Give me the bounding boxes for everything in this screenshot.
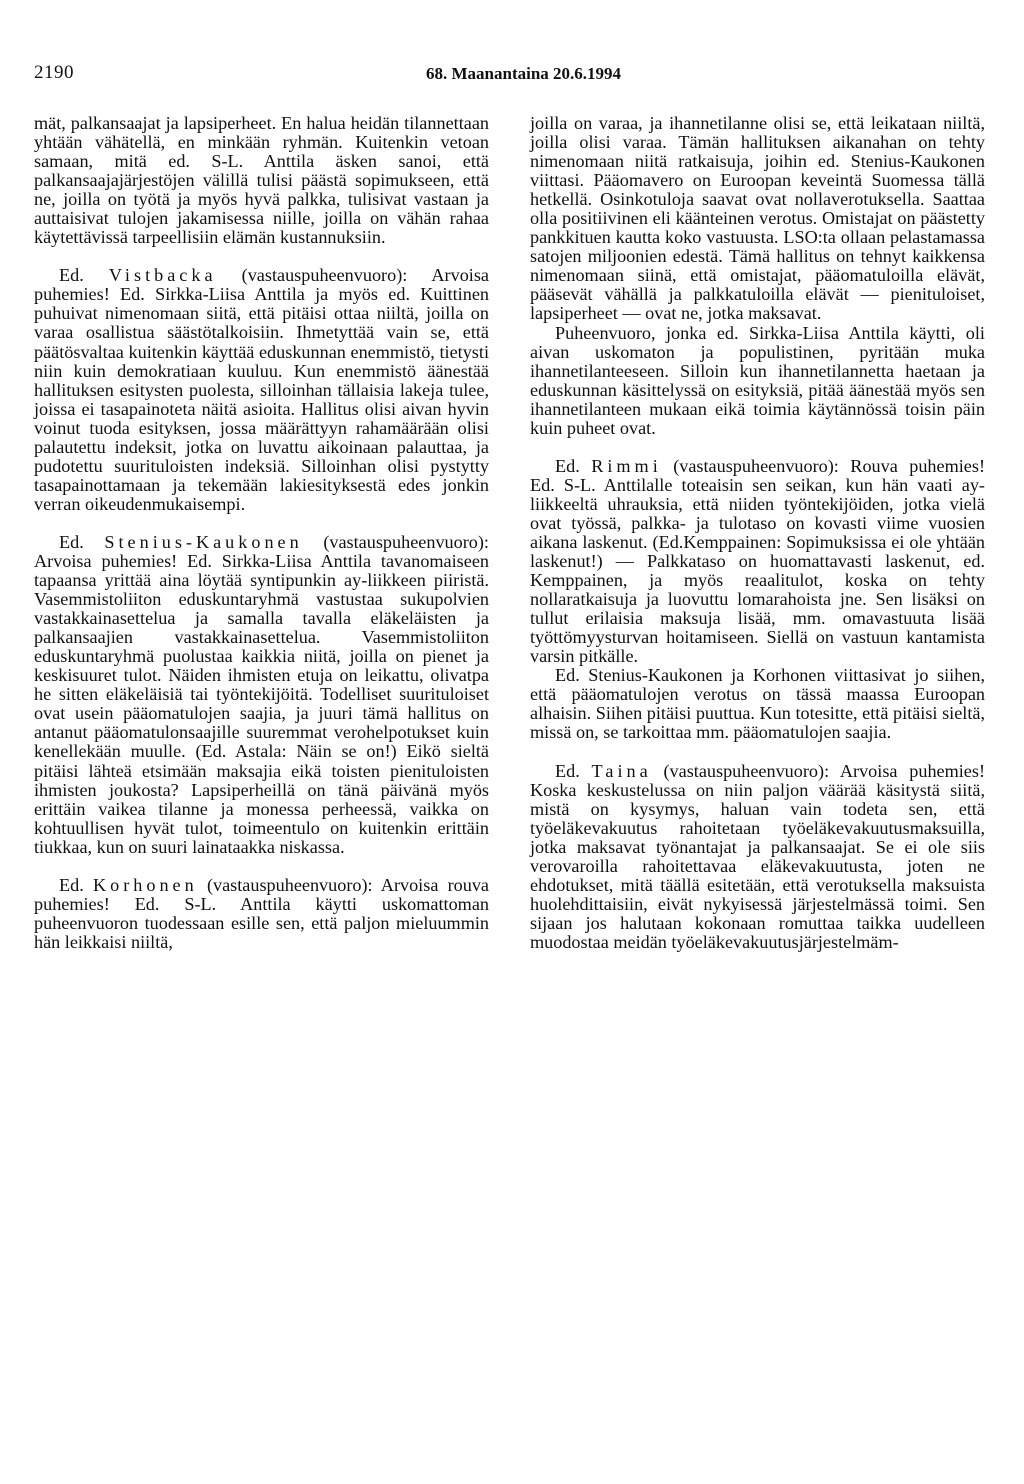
paragraph: mät, palkansaajat ja lapsiperheet. En halua heidän tilannettaan yhtään vähätellä, en minkään ryhmän. Kuitenkin vetoan samaan, mitä ed. S-L. Anttila äsken sanoi, että palkansaajajärjestöjen välillä tulisi päästä sopimukseen, että ne, joilla on työtä ja myös hyvä palkka, tulisivat vastaan ja auttaisivat tulojen jakamisessa niille, joilla on vähän rahaa käytettävissä tarpeellisiin elämän kustannuksiin.: [34, 113, 489, 248]
speech-text: (vastauspuheenvuoro): Arvoisa puhemies! Ed. Sirkka-Liisa Anttila tavanomaiseen tapaansa yrittää aina löytää syntipunkin ay-liikkeen piiristä. Vasemmistoliiton eduskuntaryhmä vastustaa sukupolvien vastakkainasettelua ja samalla tavalla eläkeläisten ja palkansaajien vastakkainasettelua. Vasemmistoliiton eduskuntaryhmä puolustaa kaikkia niitä, joilla on pienet ja keskisuuret tulot. Näiden ihmisten etuja on leikattu, olivatpa he sitten eläkeläisiä tai työntekijöitä. Todelliset suurituloiset ovat usein pääomatulojen saajia, ja juuri tämä hallitus on antanut pääomatulonsaajille suuremmat verohelpotukset kuin kenellekään muulle. (Ed. Astala: Näin se on!) Eikö sieltä pitäisi lähteä etsimään maksajia eikä toisten pienituloisten ihmisten joukosta? Lapsiperheillä on tänä päivänä myös erittäin vaikea tilanne ja monessa perheessä, vaikka on kohtuullisen hyvät tulot, toimeentulo on kuitenkin erittäin tiukkaa, kun on suuri lainataakka niskassa.: [34, 531, 489, 857]
paragraph: joilla on varaa, ja ihannetilanne olisi se, että leikataan niiltä, joilla olisi varaa. Tämän hallituksen aikanahan on tehty nimenomaan niitä ratkaisuja, joihin ed. Stenius-Kaukonen viittasi. Pääomavero on Euroopan keveintä Suomessa tällä hetkellä. Osinkotuloja saavat ovat nollaverotuksella. Saattaa olla positiivinen eli käänteinen verotus. Omistajat on päästetty pankkituen kautta koko vastuusta. LSO:ta ollaan pelastamassa satojen miljoonien edestä. Tämä hallitus on tehnyt kaikkensa nimenomaan siinä, että omistajat, pääomatuloilla elävät, pääsevät vähällä ja palkkatuloilla elävät — pienituloiset, lapsiperheet — ovat ne, jotka maksavat.: [530, 113, 985, 324]
paragraph: Puheenvuoro, jonka ed. Sirkka-Liisa Anttila käytti, oli aivan uskomaton ja populistinen, pyritään muka ihannetilanteeseen. Silloin kun ihannetilannetta haetaan ja eduskunnan käsittelyssä on esityksiä, pitää äänestää myös sen ihannetilanteen mukaan eikä toimia käytännössä toisin päin kuin puheet ovat.: [530, 322, 985, 438]
speaker-name: Korhonen: [92, 874, 198, 895]
speech-text: (vastauspuheenvuoro): Rouva puhemies! Ed. S-L. Anttilalle toteaisin sen seikan, kun hän vaati ay-liikkeeltä uhrauksia, että niiden työntekijöiden, jotka vielä ovat työssä, palkka- ja tulotaso on kovasti viime vuosien aikana laskenut. (Ed.Kemppainen: Sopimuksissa ei ole yhtään laskenut!) — Palkkataso on huomattavasti laskenut, ed. Kemppainen, ja myös reaalitulot, koska on tehty nollaratkaisuja ja luovuttu lomarahoista jne. Sen lisäksi on tullut erilaisia maksuja lisää, mm. omavastuuta lisää työttömyysturvan hoitamiseen. Siellä on vastuun kantamista varsin pitkälle.: [530, 455, 986, 667]
speech-vistbacka: [34, 266, 489, 514]
speaker-name: Taina: [591, 760, 652, 781]
speech-korhonen: [34, 876, 489, 952]
speaker-prefix: Ed.: [59, 874, 84, 895]
speaker-name: Rimmi: [591, 455, 662, 476]
speaker-prefix: Ed.: [59, 531, 84, 552]
speech-text: (vastauspuheenvuoro): Arvoisa puhemies! Koska keskustelussa on niin paljon väärää käsitystä siitä, mistä on kysymys, haluan vain todeta sen, että työeläkevakuutus rahoitetaan työeläkevakuutusmaksuilla, jotka maksavat työnantajat ja palkansaajat. Se ei ole siis verovaroilla rahoitettavaa eläkevakuutusta, joten ne ehdotukset, mitä täällä esitetään, että verotuksella maksuista huolehdittaisiin, eivät nykyisessä järjestelmässä toimi. Sen sijaan jos halutaan kokonaan romuttaa taikka uudelleen muodostaa meidän työeläkevakuutusjärjestelmäm-: [530, 760, 986, 952]
speaker-prefix: Ed.: [555, 760, 580, 781]
speech-stenius-kaukonen: [34, 533, 489, 857]
page-number: 2190: [34, 62, 74, 83]
left-column: [34, 114, 489, 952]
speech-rimmi: [530, 457, 985, 667]
paragraph: Ed. Stenius-Kaukonen ja Korhonen viittasivat jo siihen, että pääomatulojen verotus on tässä maassa Euroopan alhaisin. Siihen pitäisi puuttua. Kun totesitte, että pitäisi sieltä, missä on, se tarkoittaa mm. pääomatulojen saajia.: [530, 665, 985, 743]
speech-text: (vastauspuheenvuoro): Arvoisa rouva puhemies! Ed. S-L. Anttila käytti uskomattoman puheenvuoron tuodessaan esille sen, että paljon mieluummin hän leikkaisi niiltä,: [34, 874, 490, 952]
speaker-name: Vistbacka: [108, 265, 217, 286]
speech-text: (vastauspuheenvuoro): Arvoisa puhemies! Ed. Sirkka-Liisa Anttila ja myös ed. Kuittinen puhuivat nimenomaan siitä, että pitäisi ottaa niiltä, joilla on varaa osallistua säästötalkoisiin. Ihmetyttää vain se, että päätösvaltaa kuitenkin käyttää eduskunnan enemmistö, tietysti niin kuin demokratiaan kuuluu. Kun enemmistö äänestää hallituksen esitysten puolesta, silloinhan tällaisia lakeja tulee, joissa ei tasapainoteta näitä asioita. Hallitus olisi aivan hyvin voinut tuoda esityksen, jossa määrättyyn rahamäärään olisi palautettu indeksit, jotka on luvattu aikoinaan palauttaa, ja pudotettu suurituloisten indeksiä. Silloinhan olisi pystytty tasapainottamaan ja tekemään lakiesityksestä edes jonkin verran oikeudenmukaisempi.: [34, 265, 490, 514]
running-head: 68. Maanantaina 20.6.1994: [426, 64, 622, 83]
speaker-prefix: Ed.: [555, 455, 580, 476]
right-column: [530, 114, 985, 952]
speech-taina: [530, 762, 985, 952]
speaker-name: Stenius-Kaukonen: [104, 531, 303, 552]
speaker-prefix: Ed.: [59, 265, 84, 286]
